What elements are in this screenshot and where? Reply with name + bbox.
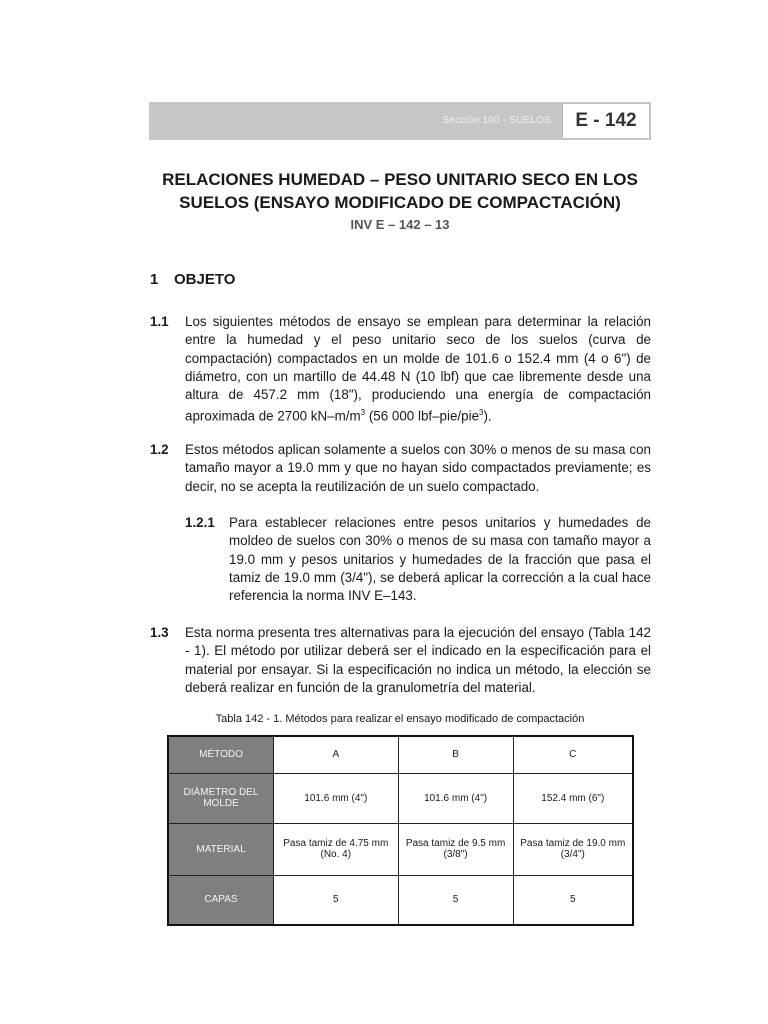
standard-code: E - 142 (562, 104, 649, 138)
table-cell: B (398, 736, 513, 773)
table-row (168, 773, 633, 823)
document-title-line-2: SUELOS (ENSAYO MODIFICADO DE COMPACTACIÓN) (179, 193, 621, 212)
section-heading (150, 271, 235, 288)
row-header-cell: MATERIAL (168, 823, 274, 875)
row-header-cell: DIÁMETRO DEL MOLDE (168, 773, 274, 823)
table-cell: 5 (398, 875, 513, 925)
paragraph-1-2: Estos métodos aplican solamente a suelos con 30% o menos de su masa con tamaño mayor a 19.0 mm y que no hayan sido compactados previamente; es decir, no se acepta la reutilización de un suelo compactado. (185, 442, 651, 494)
paragraph-1-1: Los siguientes métodos de ensayo se emplean para determinar la relación entre la humedad y el peso unitario seco de los suelos (curva de compactación) compactados en un molde de 101.6 o 152.4 mm (4 o 6") de diámetro, con un martillo de 44.48 N (10 lbf) que cae libremente desde una altura de 457.2 mm (18"), produciendo una energía de compactación aproximada de 2700 $kN-m/m^3$ (56 000 lbf–pie/pie$^3$). (185, 314, 651, 424)
section-number: 1 (150, 271, 159, 288)
table-caption: Tabla 142 - 1. Métodos para realizar el ensayo modificado de compactación (215, 713, 585, 725)
paragraph-number-1-2: 1.2 (150, 442, 169, 457)
paragraph-1-3: Esta norma presenta tres alternativas para la ejecución del ensayo (Tabla 142 - 1). El método por utilizar deberá ser el indicado en la especificación para el material por ensayar. Si la especificación no indica un método, la elección se deberá realizar en función de la granulometría del material. (185, 625, 651, 695)
table-cell: 152.4 mm (6") (513, 773, 633, 823)
table-row (168, 736, 633, 773)
paragraph-1-2-1: Para establecer relaciones entre pesos unitarios y humedades de moldeo de suelos con 30% o menos de su masa con tamaño mayor a 19.0 mm y pesos unitarios y humedades de la fracción que pasa el tamiz de 19.0 mm (3/4"), se deberá aplicar la corrección a la cual hace referencia la norma INV E–143. (229, 515, 651, 604)
table-cell: Pasa tamiz de 4.75 mm (No. 4) (274, 823, 399, 875)
table-cell: 101.6 mm (4") (398, 773, 513, 823)
table-cell: 5 (274, 875, 399, 925)
document-title-line-1: RELACIONES HUMEDAD – PESO UNITARIO SECO EN LOS (162, 170, 638, 189)
section-title: OBJETO (174, 271, 236, 288)
table-cell: 101.6 mm (4") (274, 773, 399, 823)
paragraph-number-1-3: 1.3 (150, 625, 169, 640)
page-header (149, 102, 651, 140)
table-cell: Pasa tamiz de 9.5 mm (3/8") (398, 823, 513, 875)
row-header-cell: CAPAS (168, 875, 274, 925)
table-cell: 5 (513, 875, 633, 925)
methods-table (167, 735, 634, 926)
table-cell: C (513, 736, 633, 773)
paragraph-number-1-2-1: 1.2.1 (185, 515, 215, 530)
section-label: Sección 100 - SUELOS (442, 115, 551, 126)
row-header-cell: MÉTODO (168, 736, 274, 773)
standard-reference: INV E – 142 – 13 (350, 217, 450, 232)
table-cell: A (274, 736, 399, 773)
paragraph-number-1-1: 1.1 (150, 314, 169, 329)
table-row (168, 823, 633, 875)
table-cell: Pasa tamiz de 19.0 mm (3/4") (513, 823, 633, 875)
table-row (168, 875, 633, 925)
